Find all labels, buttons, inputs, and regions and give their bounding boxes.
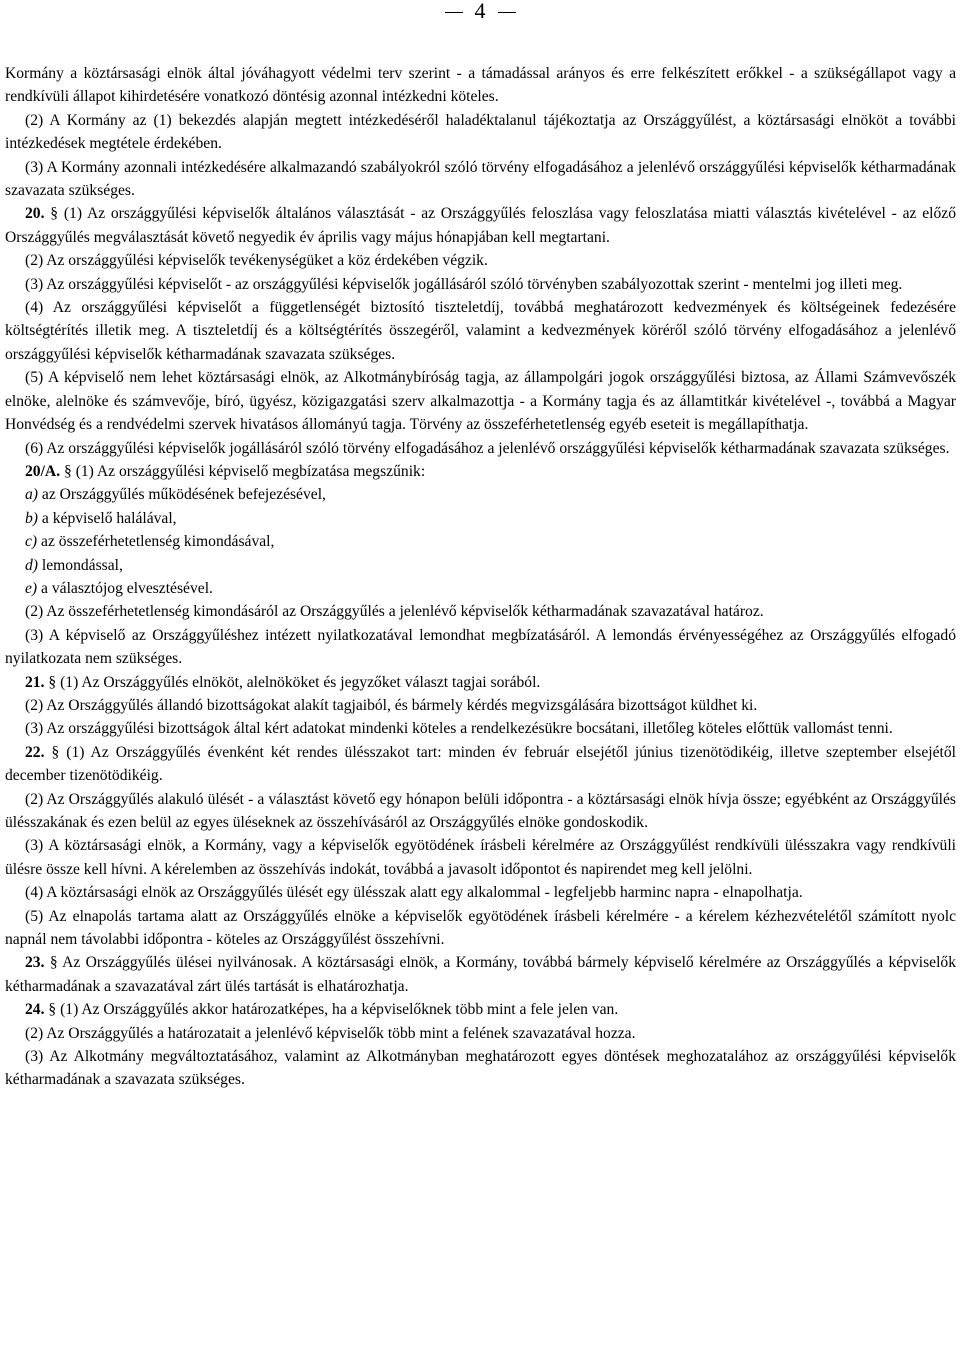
paragraph-text: § (1) Az Országgyűlés akkor határozatképes, ha a képviselőknek több mint a fele jelen van.: [48, 1001, 619, 1019]
paragraph-text: (3) Az országgyűlési bizottságok által kért adatokat mindenki köteles a rendelkezésükre bocsátani, illetőleg köteles előttük vallomást tenni.: [25, 720, 893, 738]
paragraph: [5, 62, 956, 109]
paragraph: [5, 671, 956, 694]
paragraph: [5, 834, 956, 881]
list-item: [5, 554, 956, 577]
paragraph: [5, 1022, 956, 1045]
paragraph: [5, 1045, 956, 1092]
paragraph-text: § Az Országgyűlés ülései nyilvánosak. A köztársasági elnök, a Kormány, továbbá bármely képviselő kérelmére az Országgyűlés a képviselők kétharmadának a szavazatával zárt ülés tartását is elhatározhatja.: [5, 954, 956, 995]
paragraph: [5, 600, 956, 623]
paragraph: [5, 998, 956, 1021]
paragraph-text: (5) Az elnapolás tartama alatt az Országgyűlés elnöke a képviselők egyötödének írásbeli kérelmére - a kérelem kézhezvételétől számított nyolc napnál nem távolabbi időpontra - köteles az Országgyűlést összehívni.: [5, 907, 956, 949]
paragraph: [5, 249, 956, 272]
paragraph-text: (2) Az Országgyűlés a határozatait a jelenlévő képviselők több mint a felének szavazatával hozza.: [25, 1024, 636, 1042]
list-item-text: az összeférhetetlenség kimondásával,: [41, 533, 275, 551]
section-number: 23.: [25, 954, 45, 972]
page-number-dash-right: [498, 12, 516, 13]
paragraph-text: (2) A Kormány az (1) bekezdés alapján megtett intézkedéséről haladéktalanul tájékoztatja az Országgyűlést, a köztársasági elnököt a további intézkedések megtétele érdekében.: [5, 111, 956, 153]
section-number: 24.: [25, 1001, 45, 1019]
paragraph-text: (3) A képviselő az Országgyűléshez intézett nyilatkozatával lemondhat megbízatásáról. A lemondás érvényességéhez az Országgyűlés elfogadó nyilatkozata nem szükséges.: [5, 626, 956, 668]
paragraph: [5, 202, 956, 249]
paragraph-text: (2) Az Országgyűlés állandó bizottságokat alakít tagjaiból, és bármely kérdés megvizsgálására bizottságot küldhet ki.: [25, 696, 758, 714]
list-item: [5, 507, 956, 530]
paragraph: [5, 273, 956, 296]
paragraphs-block: [5, 62, 956, 483]
paragraph-text: (3) Az országgyűlési képviselőt - az országgyűlési képviselők jogállásáról szóló törvényben szabályozottak szerint - mentelmi jog illeti meg.: [25, 275, 903, 293]
paragraph: [5, 437, 956, 460]
list-item-text: a képviselő halálával,: [41, 509, 177, 527]
paragraph: [5, 624, 956, 671]
paragraph: [5, 881, 956, 904]
list-item-text: az Országgyűlés működésének befejezésével,: [41, 486, 326, 504]
paragraph-text: (3) A Kormány azonnali intézkedésére alkalmazandó szabályokról szóló törvény elfogadásához a jelenlévő országgyűlési képviselők kétharmadának szavazata szükséges.: [5, 158, 956, 200]
paragraph-text: § (1) Az Országgyűlés évenként két rendes ülésszakot tart: minden év február elsejétől június tizenötödikéig, illetve szeptember elsejétől december tizenötödikéig.: [5, 743, 956, 785]
paragraph: [5, 905, 956, 952]
list-item-letter: c): [25, 533, 38, 551]
list-item-text: lemondással,: [41, 556, 123, 574]
paragraph: [5, 717, 956, 740]
page-number-dash-left: [445, 12, 463, 13]
paragraph-text: (3) A köztársasági elnök, a Kormány, vagy a képviselők egyötödének írásbeli kérelmére az Országgyűlést rendkívüli ülésszakra vagy rendkívüli ülésre össze kell hívni. A kérelemben az összehívás indokát, továbbá a javasolt időpontot és napirendet meg kell jelölni.: [5, 837, 956, 878]
paragraph-text: § (1) Az Országgyűlés elnököt, alelnököket és jegyzőket választ tagjai sorából.: [48, 673, 541, 691]
paragraph-text: (3) Az Alkotmány megváltoztatásához, valamint az Alkotmányban meghatározott egyes döntések meghozatalához az országgyűlési képviselők kétharmadának a szavazata szükséges.: [5, 1048, 956, 1089]
page-number: [0, 0, 960, 25]
section-number: 21.: [25, 673, 45, 691]
paragraph-text: (5) A képviselő nem lehet köztársasági elnök, az Alkotmánybíróság tagja, az állampolgári jogok országgyűlési biztosa, az Állami Számvevőszék elnöke, alelnöke és számvevője, bíró, ügyész, közigazgatási szerv alkalmazottja - a Kormány tagja és az államtitkár kivételével -, továbbá a Magyar Honvédség és a rendvédelmi szervek hivatásos állományú tagja. Törvény az összeférhetetlenség egyéb eseteit is megállapíthatja.: [5, 369, 956, 434]
document-body: [5, 62, 956, 1092]
paragraph-text: (4) Az országgyűlési képviselőt a függetlenségét biztosító tiszteletdíj, továbbá meghatározott kedvezmények és költségeinek fedezésére költségtérítés illetik meg. A tiszteletdíj és a költségtérítés összegéről, valamint a kedvezmények köréről szóló törvény elfogadásához a jelenlévő országgyűlési képviselők kétharmadának szavazata szükséges.: [5, 299, 956, 363]
paragraph-text: (2) Az Országgyűlés alakuló ülését - a választást követő egy hónapon belüli időpontra - a köztársasági elnök hívja össze; egyébként az Országgyűlés ülésszakának és ezen belül az egyes üléseknek az összehívásáról az Országgyűlés elnöke gondoskodik.: [5, 790, 956, 831]
list-item: [5, 483, 956, 506]
paragraph: [5, 788, 956, 835]
list-item-letter: b): [25, 509, 38, 527]
paragraph: [5, 741, 956, 788]
list-item-text: a választójog elvesztésével.: [41, 579, 213, 597]
paragraphs-after-block: [5, 600, 956, 1092]
paragraph: [5, 109, 956, 156]
section-number: 22.: [25, 743, 45, 761]
list-item-letter: e): [25, 579, 38, 597]
paragraph: [5, 156, 956, 203]
paragraph-text: § (1) Az országgyűlési képviselő megbízatása megszűnik:: [64, 462, 426, 480]
list-item-letter: a): [25, 486, 38, 504]
paragraph: [5, 296, 956, 366]
paragraph-text: (4) A köztársasági elnök az Országgyűlés ülését egy ülésszak alatt egy alkalommal - legfeljebb harminc napra - elnapolhatja.: [25, 884, 803, 902]
list-item: [5, 577, 956, 600]
termination-list: [5, 483, 956, 600]
list-item-letter: d): [25, 556, 38, 574]
section-number: 20/A.: [25, 462, 61, 480]
paragraph: [5, 951, 956, 998]
paragraph-text: § (1) Az országgyűlési képviselők általános választását - az Országgyűlés feloszlása vagy feloszlatása miatti választás kivételével - az előző Országgyűlés megválasztását követő negyedik év április vagy május hónapjában kell megtartani.: [5, 205, 956, 246]
section-number: 20.: [25, 205, 45, 223]
page-number-value: 4: [474, 0, 486, 23]
paragraph: [5, 694, 956, 717]
list-item: [5, 530, 956, 553]
paragraph-text: Kormány a köztársasági elnök által jóváhagyott védelmi terv szerint - a támadással arányos és erre felkészített erőkkel - a szükségállapot vagy a rendkívüli állapot kihirdetésére vonatkozó döntésig azonnal intézkedni köteles.: [5, 65, 956, 106]
paragraph-text: (2) Az országgyűlési képviselők tevékenységüket a köz érdekében végzik.: [25, 252, 488, 270]
paragraph-text: (2) Az összeférhetetlenség kimondásáról az Országgyűlés a jelenlévő képviselők kétharmadának szavazatával határoz.: [25, 603, 764, 621]
paragraph-text: (6) Az országgyűlési képviselők jogállásáról szóló törvény elfogadásához a jelenlévő országgyűlési képviselők kétharmadának szavazata szükséges.: [25, 439, 950, 457]
paragraph: [5, 460, 956, 483]
paragraph: [5, 366, 956, 436]
